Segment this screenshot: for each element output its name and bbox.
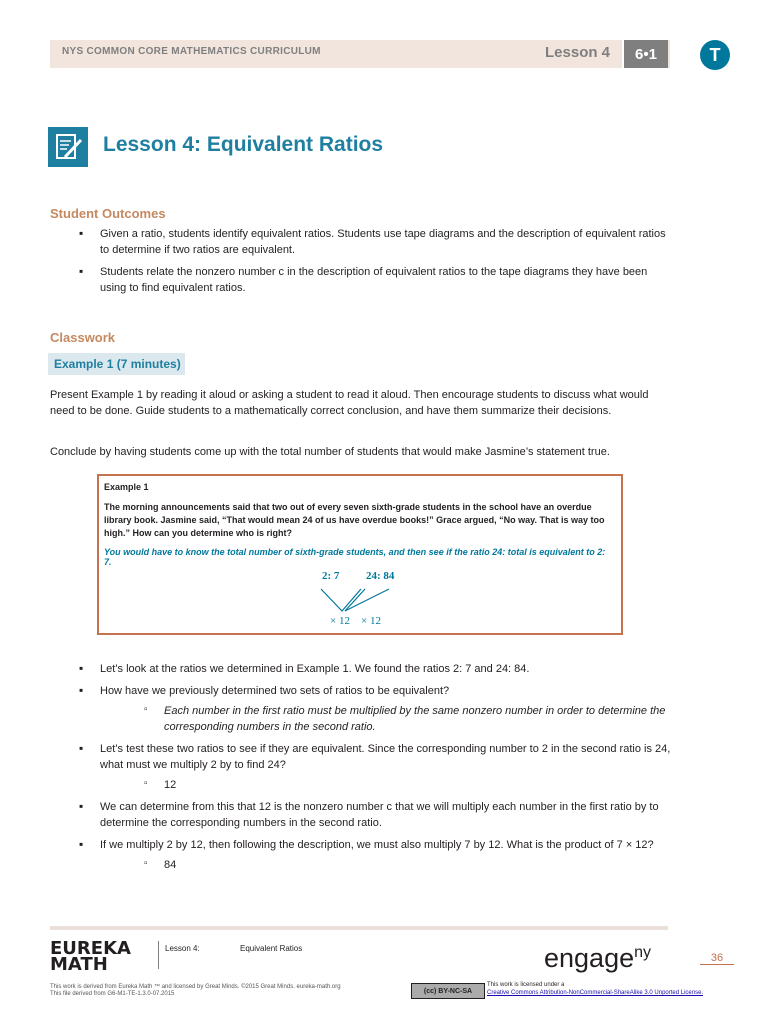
multiplier-left: × 12 xyxy=(330,615,350,627)
cc-license-badge[interactable]: (cc) BY-NC-SA xyxy=(411,983,485,999)
license-line: This work is licensed under a xyxy=(487,982,565,988)
classwork-heading: Classwork xyxy=(50,330,116,345)
derived-line: This file derived from G6-M1-TE-1.3.0-07.2015 xyxy=(50,991,175,997)
multiplier-right: × 12 xyxy=(361,615,381,627)
page-number: 36 xyxy=(700,952,734,965)
discussion-item xyxy=(75,837,675,873)
discussion-text: We can determine from this that 12 is the nonzero number c that we will multiply each number in the first ratio by to determine the corresponding numbers in the second ratio. xyxy=(100,801,659,829)
discussion-list xyxy=(75,661,675,879)
license-notice xyxy=(487,981,703,997)
logo-sup: ny xyxy=(634,944,652,961)
derived-line: This work is derived from Eureka Math ™ and licensed by Great Minds. ©2015 Great Minds. eureka-math.org xyxy=(50,984,341,990)
discussion-item xyxy=(75,799,675,831)
example-tab-label: Example 1 (7 minutes) xyxy=(54,357,181,371)
license-link[interactable]: Creative Commons Attribution-NonCommercial-ShareAlike 3.0 Unported License. xyxy=(487,990,704,996)
ratio-right: 24: 84 xyxy=(366,570,395,582)
classwork-paragraph: Present Example 1 by reading it aloud or asking a student to read it aloud. Then encourage students to discuss what would need to be done. Guide students to a mathematically correct conclusion, and have them summarize their decisions. xyxy=(50,389,649,417)
discussion-item xyxy=(75,741,675,793)
lesson-notes-icon xyxy=(48,127,88,167)
discussion-answer: ▫ 12 xyxy=(144,777,675,793)
outcome-item: ▪ Given a ratio, students identify equivalent ratios. Students use tape diagrams and the description of equivalent ratios to determine if two ratios are equivalent. xyxy=(75,226,675,258)
example-answer: You would have to know the total number of sixth-grade students, and then see if the ratio 24: total is equivalent to 2: 7. xyxy=(104,547,606,567)
teacher-badge: T xyxy=(700,40,730,70)
logo-line: EUREKA xyxy=(50,938,131,959)
outcome-item: ▪ Students relate the nonzero number c in the description of equivalent ratios to the tape diagrams they have been using to find equivalent ratios. xyxy=(75,264,675,296)
discussion-answer: ▫ Each number in the first ratio must be multiplied by the same nonzero number in order to determine the corresponding numbers in the second ratio. xyxy=(144,703,675,735)
discussion-sublist xyxy=(100,703,675,735)
example-problem: The morning announcements said that two out of every seven sixth-grade students in the school have an overdue library book. Jasmine said, “That would mean 24 of us have overdue books!” Grace argued, “No way. That is way too high.” How can you determine who is right? xyxy=(104,502,605,538)
ratio-left: 2: 7 xyxy=(322,570,340,582)
outcomes-list xyxy=(75,226,675,302)
footer-lesson: Lesson 4: xyxy=(165,944,200,953)
example-box-title: Example 1 xyxy=(104,482,149,492)
outcomes-heading: Student Outcomes xyxy=(50,206,166,221)
curriculum-title: NYS COMMON CORE MATHEMATICS CURRICULUM xyxy=(62,46,321,57)
logo-text: engage xyxy=(544,943,635,973)
logo-line: MATH xyxy=(50,954,108,975)
header-lesson: Lesson 4 xyxy=(545,44,611,61)
derived-notice xyxy=(50,984,341,998)
discussion-sublist xyxy=(100,777,675,793)
discussion-text: Let’s look at the ratios we determined in Example 1. We found the ratios 2: 7 and 24: 84. xyxy=(100,663,530,675)
discussion-item xyxy=(75,661,675,677)
discussion-item xyxy=(75,683,675,735)
discussion-text: How have we previously determined two sets of ratios to be equivalent? xyxy=(100,685,450,697)
footer-divider xyxy=(158,941,159,969)
eureka-math-logo xyxy=(50,938,131,975)
engageny-logo xyxy=(544,943,651,974)
discussion-text: Let’s test these two ratios to see if they are equivalent. Since the corresponding number to 2 in the second ratio is 24, what must we multiply 2 by to find 24? xyxy=(100,743,671,771)
ratio-arrows-diagram xyxy=(315,585,395,615)
page-title: Lesson 4: Equivalent Ratios xyxy=(103,133,384,156)
footer-rule xyxy=(50,926,668,930)
classwork-paragraph: Conclude by having students come up with the total number of students that would make Jasmine’s statement true. xyxy=(50,446,610,458)
footer-topic: Equivalent Ratios xyxy=(240,944,303,953)
discussion-answer: ▫ 84 xyxy=(144,857,675,873)
discussion-text: If we multiply 2 by 12, then following the description, we must also multiply 7 by 12. What is the product of 7 × 12? xyxy=(100,839,654,851)
grade-module-badge: 6•1 xyxy=(624,40,668,68)
discussion-sublist xyxy=(100,857,675,873)
